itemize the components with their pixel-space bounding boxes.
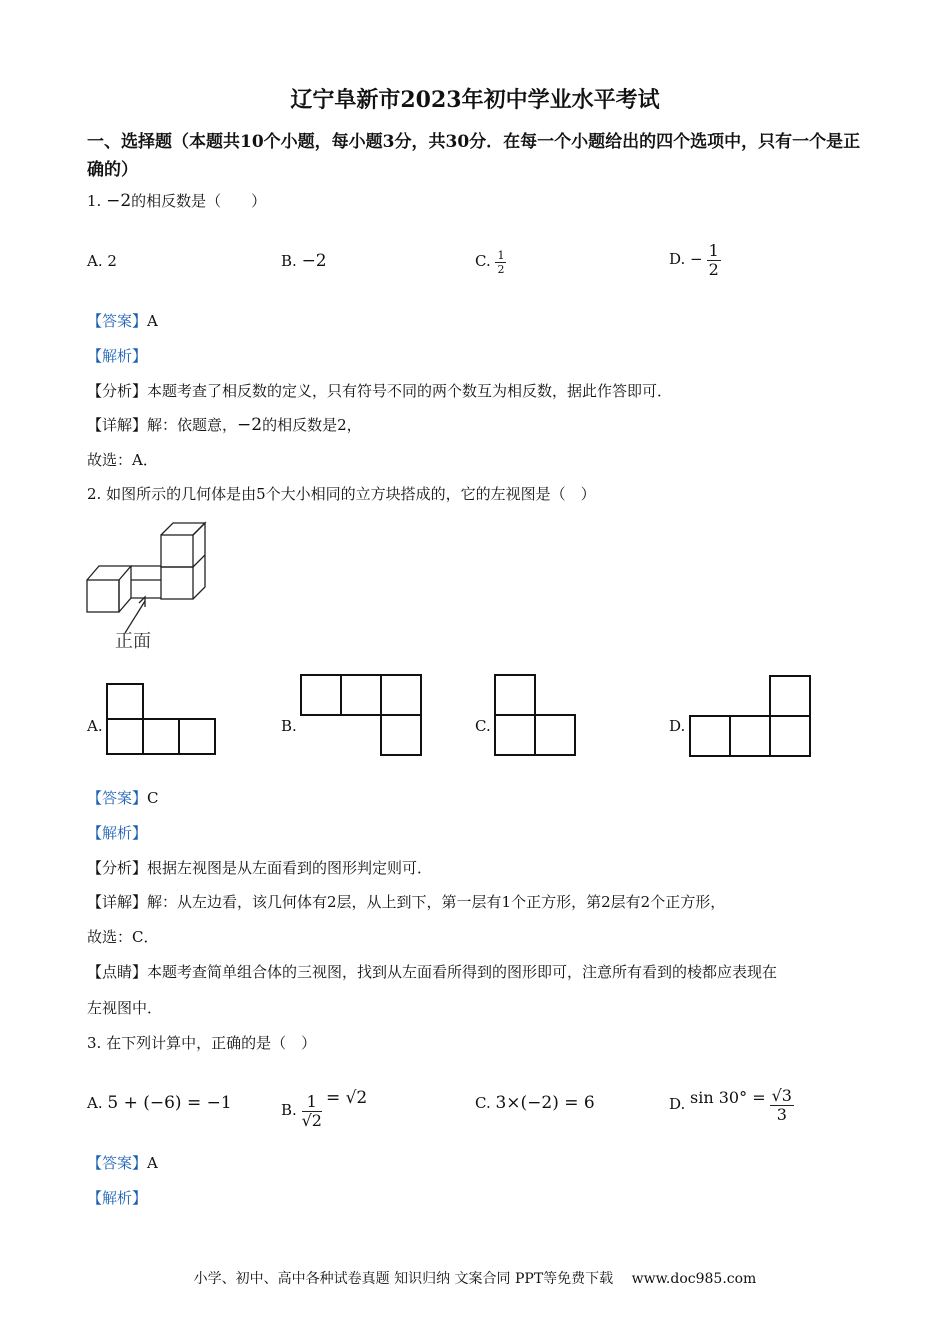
q2-detail: [87, 892, 725, 912]
option-sign: −: [690, 250, 703, 268]
fraction: [495, 250, 506, 275]
option-label: C.: [475, 252, 496, 270]
q1-stem: [87, 191, 266, 211]
detail-tag: 【详解】: [87, 893, 148, 911]
q3-answer: [87, 1153, 158, 1173]
detail-expr: −2: [237, 415, 263, 435]
fraction-denominator: 3: [776, 1104, 787, 1124]
q1-option-d[interactable]: [669, 231, 721, 287]
q3-option-b[interactable]: [281, 1068, 367, 1140]
answer-tag: 【答案】: [87, 312, 148, 330]
option-label: D.: [669, 250, 691, 268]
q1-answer: [87, 311, 158, 331]
q2-dianjing-line2: 左视图中．: [87, 999, 163, 1017]
q3-option-a[interactable]: [87, 1093, 232, 1113]
option-expr: 5 + (−6) = −1: [107, 1093, 232, 1113]
option-lhs: sin 30° =: [690, 1088, 766, 1107]
fenxi-tag: 【分析】: [87, 859, 148, 877]
analysis-tag: 【解析】: [87, 1189, 148, 1207]
fenxi-text: 根据左视图是从左面看到的图形判定则可．: [147, 859, 433, 877]
q2-analysis-tag: [87, 823, 147, 843]
answer-tag: 【答案】: [87, 789, 148, 807]
detail-text-end: 的相反数是2，: [262, 416, 362, 434]
answer-tag: 【答案】: [87, 1154, 148, 1172]
fenxi-tag: 【分析】: [87, 382, 148, 400]
q2-option-a-label[interactable]: A.: [87, 717, 103, 735]
q2-stem: 2. 如图所示的几何体是由5个大小相同的立方块搭成的，它的左视图是（ ）: [87, 485, 596, 503]
option-value: −2: [301, 251, 327, 271]
q3-option-c[interactable]: [475, 1093, 595, 1113]
q3-analysis-tag: [87, 1188, 147, 1208]
q1-option-b[interactable]: [281, 251, 327, 271]
answer-value: A: [147, 312, 158, 330]
fraction-numerator: √3: [771, 1085, 792, 1105]
fraction: [301, 1091, 322, 1130]
dianjing-tag: 【点睛】: [87, 963, 148, 981]
fraction-denominator: 2: [497, 262, 505, 276]
q2-option-d-label[interactable]: D.: [669, 717, 686, 735]
q2-option-a-figure[interactable]: [106, 683, 216, 755]
fraction-denominator: √2: [301, 1110, 322, 1130]
q2-option-b-figure[interactable]: [300, 674, 424, 756]
answer-value: C: [147, 789, 159, 807]
detail-tag: 【详解】: [87, 416, 148, 434]
answer-value: A: [147, 1154, 158, 1172]
dianjing-text: 本题考查简单组合体的三视图，找到从左面看所得到的图形即可，注意所有看到的棱都应表现在: [147, 963, 778, 981]
q1-stem-text: 的相反数是（ ）: [131, 192, 267, 210]
fraction-numerator: 1: [708, 240, 719, 260]
page-footer: 小学、初中、高中各种试卷真题 知识归纳 文案合同 PPT等免费下载 www.doc985.com: [193, 1271, 757, 1287]
fenxi-text: 本题考查了相反数的定义，只有符号不同的两个数互为相反数，据此作答即可．: [147, 382, 673, 400]
fraction-numerator: 1: [302, 1094, 322, 1112]
q2-option-c-figure[interactable]: [494, 674, 578, 756]
fraction: [770, 1085, 794, 1124]
q1-choose: 故选：A．: [87, 451, 158, 469]
q3-option-d[interactable]: [669, 1068, 794, 1134]
q2-option-d-figure[interactable]: [689, 675, 813, 757]
q1-fenxi: [87, 381, 672, 401]
q1-option-c[interactable]: [475, 241, 506, 281]
q2-dianjing: [87, 962, 777, 982]
option-rhs: = √2: [325, 1088, 368, 1108]
q2-answer: [87, 788, 159, 808]
q2-fenxi: [87, 858, 432, 878]
option-label: B.: [281, 1101, 302, 1119]
front-label: 正面: [115, 631, 151, 652]
q1-analysis-tag: [87, 346, 147, 366]
page-title: 辽宁阜新市2023年初中学业水平考试: [290, 87, 660, 113]
detail-text: 解：从左边看，该几何体有2层，从上到下，第一层有1个正方形，第2层有2个正方形，: [147, 893, 726, 911]
fraction-numerator: 1: [497, 248, 505, 262]
q2-option-b-label[interactable]: B.: [281, 717, 297, 735]
option-label: B.: [281, 252, 302, 270]
q1-detail: [87, 415, 362, 435]
q1-expr: −2: [106, 191, 132, 211]
q3-stem: 3. 在下列计算中，正确的是（ ）: [87, 1034, 317, 1052]
fraction: [707, 240, 721, 279]
q2-choose: 故选：C．: [87, 928, 159, 946]
analysis-tag: 【解析】: [87, 824, 148, 842]
detail-text: 解：依题意，: [147, 416, 238, 434]
option-expr: 3×(−2) = 6: [495, 1093, 595, 1113]
analysis-tag: 【解析】: [87, 347, 148, 365]
section-heading: 一、选择题（本题共10个小题，每小题3分，共30分．在每一个小题给出的四个选项中，只有一个是正确的）: [87, 132, 861, 180]
option-label: C.: [475, 1094, 496, 1112]
option-label: A.: [87, 1094, 108, 1112]
fraction-denominator: 2: [708, 259, 719, 279]
option-value: 2: [107, 252, 117, 270]
q1-number: 1.: [87, 192, 107, 210]
q2-option-c-label[interactable]: C.: [475, 717, 491, 735]
q1-option-a[interactable]: [87, 251, 117, 271]
option-label: D.: [669, 1095, 691, 1113]
option-label: A.: [87, 252, 108, 270]
